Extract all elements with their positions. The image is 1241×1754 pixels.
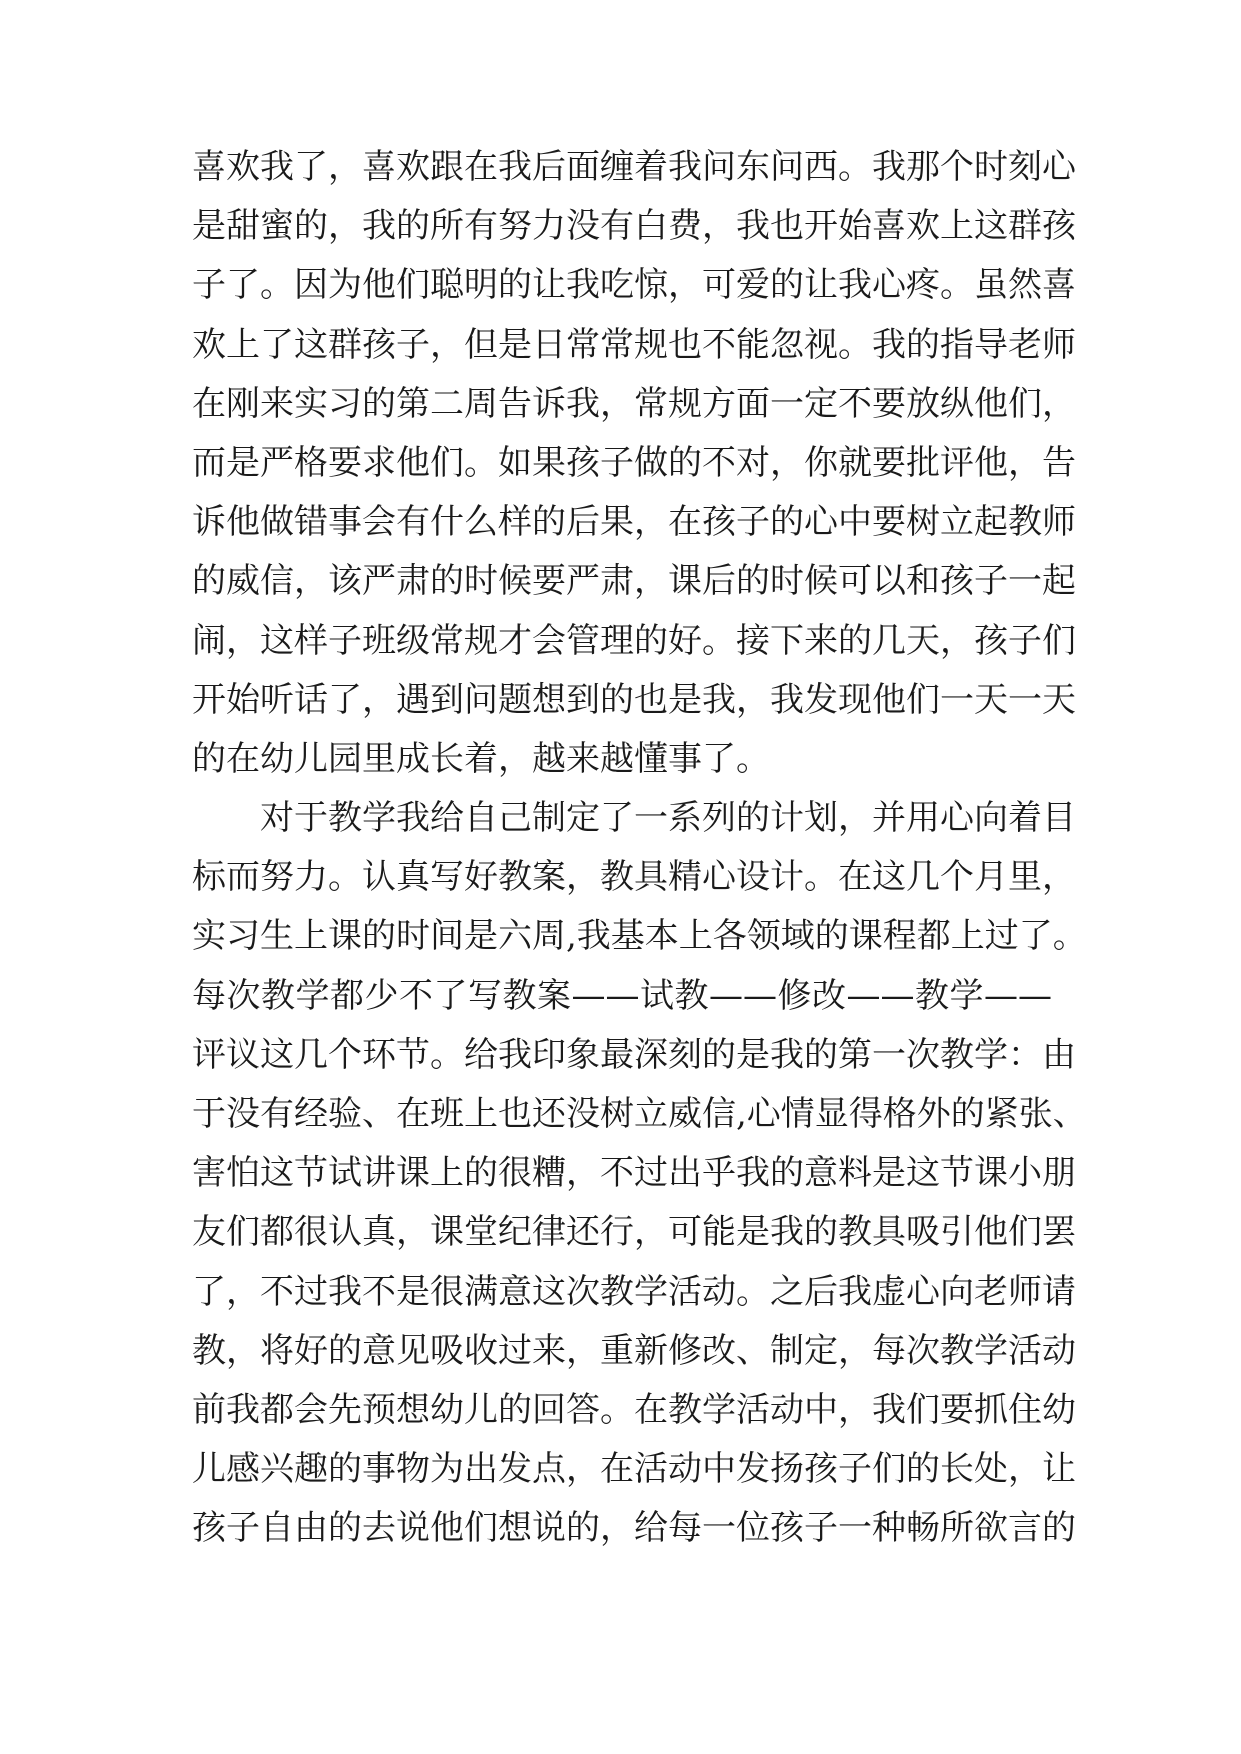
text-line: 的威信，该严肃的时候要严肃，课后的时候可以和孩子一起 bbox=[192, 561, 1076, 602]
paragraph bbox=[192, 138, 1076, 789]
text-line: 害怕这节试讲课上的很糟，不过出乎我的意料是这节课小朋 bbox=[192, 1153, 1076, 1194]
text-line: 而是严格要求他们。如果孩子做的不对，你就要批评他，告 bbox=[192, 442, 1076, 483]
text-line: 每次教学都少不了写教案——试教——修改——教学—— bbox=[192, 975, 1052, 1016]
paragraph bbox=[192, 789, 1087, 1558]
text-line: 教，将好的意见吸收过来，重新修改、制定，每次教学活动 bbox=[192, 1330, 1076, 1371]
text-line: 诉他做错事会有什么样的后果，在孩子的心中要树立起教师 bbox=[192, 502, 1076, 543]
text-line: 对于教学我给自己制定了一系列的计划，并用心向着目 bbox=[260, 798, 1076, 839]
text-line: 孩子自由的去说他们想说的，给每一位孩子一种畅所欲言的 bbox=[192, 1508, 1076, 1549]
text-line: 于没有经验、在班上也还没树立威信,心情显得格外的紧张、 bbox=[192, 1094, 1087, 1134]
text-line: 前我都会先预想幼儿的回答。在教学活动中，我们要抓住幼 bbox=[192, 1389, 1076, 1430]
text-line: 喜欢我了，喜欢跟在我后面缠着我问东问西。我那个时刻心 bbox=[192, 147, 1076, 187]
text-line: 子了。因为他们聪明的让我吃惊，可爱的让我心疼。虽然喜 bbox=[192, 265, 1076, 306]
text-line: 开始听话了，遇到问题想到的也是我，我发现他们一天一天 bbox=[192, 679, 1076, 720]
text-line: 实习生上课的时间是六周,我基本上各领域的课程都上过了。 bbox=[192, 916, 1087, 957]
text-line: 标而努力。认真写好教案，教具精心设计。在这几个月里， bbox=[192, 857, 1076, 898]
body-text bbox=[192, 138, 1087, 1559]
text-line: 友们都很认真，课堂纪律还行，可能是我的教具吸引他们罢 bbox=[192, 1212, 1076, 1253]
text-line: 闹，这样子班级常规才会管理的好。接下来的几天，孩子们 bbox=[192, 620, 1076, 661]
text-line: 欢上了这群孩子，但是日常常规也不能忽视。我的指导老师 bbox=[192, 324, 1076, 365]
text-line: 了，不过我不是很满意这次教学活动。之后我虚心向老师请 bbox=[192, 1271, 1076, 1312]
text-line: 的在幼儿园里成长着，越来越懂事了。 bbox=[192, 738, 770, 779]
text-line: 在刚来实习的第二周告诉我，常规方面一定不要放纵他们， bbox=[192, 383, 1076, 424]
text-line: 儿感兴趣的事物为出发点，在活动中发扬孩子们的长处，让 bbox=[192, 1449, 1076, 1490]
text-line: 评议这几个环节。给我印象最深刻的是我的第一次教学：由 bbox=[192, 1034, 1076, 1075]
text-line: 是甜蜜的，我的所有努力没有白费，我也开始喜欢上这群孩 bbox=[192, 206, 1076, 247]
